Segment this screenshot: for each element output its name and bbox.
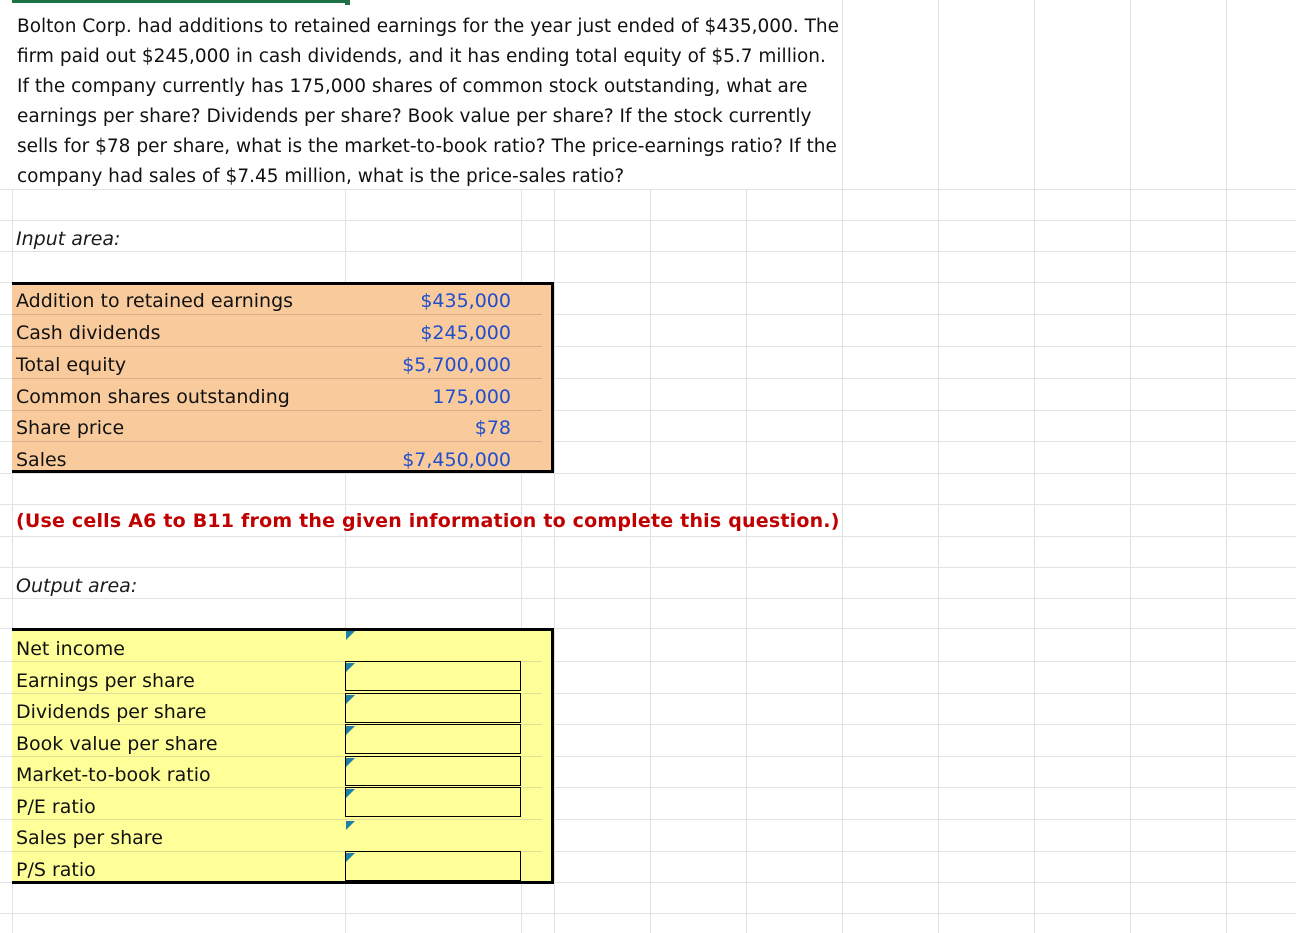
answer-cell-ps-ratio[interactable] [345,851,521,881]
gridline [0,913,1296,914]
input-area-label: Input area: [16,228,121,250]
input-label-share-price[interactable]: Share price [16,417,125,439]
output-label-eps[interactable]: Earnings per share [16,670,195,692]
output-area-label: Output area: [16,575,138,597]
gridline [0,251,1296,252]
comment-marker-icon[interactable] [346,821,355,830]
instruction-note: (Use cells A6 to B11 from the given information to complete this question.) [16,510,840,532]
output-label-market-to-book[interactable]: Market-to-book ratio [16,764,211,786]
gridline [938,0,939,933]
question-cell[interactable] [12,0,842,189]
gridline [12,346,542,347]
comment-marker-icon[interactable] [346,758,355,767]
output-label-dps[interactable]: Dividends per share [16,701,207,723]
gridline [12,441,542,442]
gridline [1034,0,1035,933]
input-value-cash-dividends[interactable]: $245,000 [420,322,511,344]
gridline [0,220,1296,221]
answer-cell-pe-ratio[interactable] [345,787,521,817]
input-value-sales[interactable]: $7,450,000 [402,449,511,471]
answer-cell-sales-per-share[interactable] [345,819,521,849]
gridline [12,410,542,411]
comment-marker-icon[interactable] [346,631,355,640]
selected-cell-indicator [12,0,348,3]
comment-marker-icon[interactable] [346,789,355,798]
output-label-sales-per-share[interactable]: Sales per share [16,827,163,849]
input-value-retained-earnings[interactable]: $435,000 [420,290,511,312]
output-label-bvps[interactable]: Book value per share [16,733,218,755]
gridline [0,504,1296,505]
comment-marker-icon[interactable] [346,726,355,735]
gridline [0,567,1296,568]
comment-marker-icon[interactable] [346,853,355,862]
input-label-retained-earnings[interactable]: Addition to retained earnings [16,290,294,312]
answer-cell-market-to-book[interactable] [345,756,521,786]
gridline [1130,0,1131,933]
input-label-cash-dividends[interactable]: Cash dividends [16,322,161,344]
gridline [12,378,542,379]
gridline [842,0,843,933]
input-label-shares-outstanding[interactable]: Common shares outstanding [16,386,290,408]
input-label-sales[interactable]: Sales [16,449,67,471]
output-label-pe-ratio[interactable]: P/E ratio [16,796,96,818]
gridline [1226,0,1227,933]
answer-cell-bvps[interactable] [345,724,521,754]
gridline [12,314,542,315]
output-label-net-income[interactable]: Net income [16,638,125,660]
answer-cell-dps[interactable] [345,693,521,723]
input-value-share-price[interactable]: $78 [474,417,511,439]
input-label-total-equity[interactable]: Total equity [16,354,127,376]
input-value-total-equity[interactable]: $5,700,000 [402,354,511,376]
comment-marker-icon[interactable] [346,695,355,704]
gridline [0,473,1296,474]
fill-handle[interactable] [345,0,350,5]
comment-marker-icon[interactable] [346,663,355,672]
answer-cell-net-income[interactable] [345,631,521,661]
gridline [0,536,1296,537]
gridline [0,598,1296,599]
answer-cell-eps[interactable] [345,661,521,691]
question-text: Bolton Corp. had additions to retained earnings for the year just ended of $435,000. The firm paid out $245,000 in cash dividends, and it has ending total equity of $5.7 million. If the company currently has 175,000 shares of common stock outstanding, what are earnings per share? Dividends per share? Book value per share? If the stock currently sells for $78 per share, what is the market-to-book ratio? The price-earnings ratio? If the company had sales of $7.45 million, what is the price-sales ratio? [17,16,839,187]
output-label-ps-ratio[interactable]: P/S ratio [16,859,96,881]
input-value-shares-outstanding[interactable]: 175,000 [432,386,511,408]
